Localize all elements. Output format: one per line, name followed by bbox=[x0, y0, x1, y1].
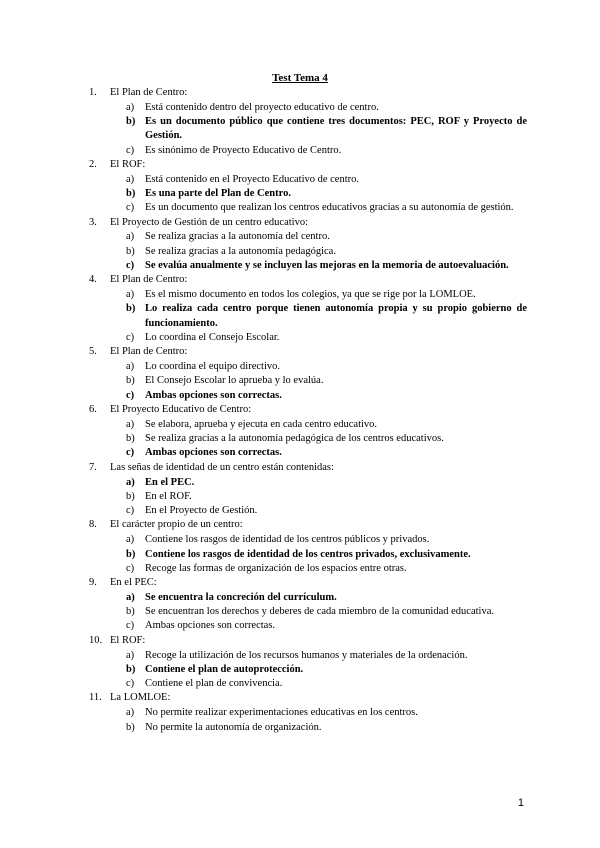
option-letter: c) bbox=[126, 144, 135, 156]
question-text: Las señas de identidad de un centro están contenidas: bbox=[110, 461, 334, 473]
option-text: Se realiza gracias a la autonomía pedagógica. bbox=[145, 245, 336, 257]
question-stem bbox=[0, 518, 600, 533]
option-text: No permite realizar experimentaciones educativas en los centros. bbox=[145, 707, 418, 719]
answer-option-correct bbox=[0, 591, 600, 605]
option-text: Es el mismo documento en todos los colegios, ya que se rige por la LOMLOE. bbox=[145, 289, 476, 301]
option-letter: c) bbox=[126, 505, 135, 517]
option-letter: a) bbox=[126, 649, 135, 661]
option-letter: c) bbox=[126, 332, 135, 344]
answer-option-correct bbox=[0, 302, 600, 331]
question-number: 11. bbox=[89, 692, 102, 704]
option-letter: a) bbox=[126, 101, 135, 113]
question-stem bbox=[0, 576, 600, 591]
answer-option bbox=[0, 605, 600, 619]
answer-option bbox=[0, 173, 600, 187]
page-number: 1 bbox=[517, 797, 524, 809]
question-item bbox=[0, 158, 600, 216]
option-text: Recoge la utilización de los recursos humanos y materiales de la ordenación. bbox=[145, 649, 468, 661]
option-text: Está contenido en el Proyecto Educativo de centro. bbox=[145, 173, 360, 185]
option-text: Contiene el plan de autoprotección. bbox=[145, 663, 304, 675]
option-text: En el Proyecto de Gestión. bbox=[145, 505, 258, 517]
option-text: Lo coordina el Consejo Escolar. bbox=[145, 332, 280, 344]
page-title: Test Tema 4 bbox=[272, 72, 328, 84]
question-number: 8. bbox=[89, 519, 97, 531]
answer-option bbox=[0, 562, 600, 576]
option-letter: a) bbox=[126, 591, 135, 603]
answer-option-correct bbox=[0, 389, 600, 403]
option-letter: a) bbox=[126, 418, 135, 430]
option-text: No permite la autonomía de organización. bbox=[145, 721, 322, 733]
option-letter: b) bbox=[126, 116, 136, 128]
answer-option-correct bbox=[0, 187, 600, 201]
question-item bbox=[0, 273, 600, 345]
question-text: El Plan de Centro: bbox=[110, 87, 188, 98]
answer-option bbox=[0, 360, 600, 374]
option-letter: c) bbox=[126, 389, 135, 401]
option-letter: a) bbox=[126, 289, 135, 301]
question-number: 4. bbox=[89, 274, 97, 286]
answer-option bbox=[0, 619, 600, 633]
option-letter: a) bbox=[126, 476, 135, 488]
option-text: Lo realiza cada centro porque tienen autonomía propia y su propio gobierno de funcionamiento. bbox=[145, 303, 527, 329]
question-stem bbox=[0, 158, 600, 173]
answer-option bbox=[0, 230, 600, 244]
option-letter: b) bbox=[126, 490, 135, 502]
option-letter: a) bbox=[126, 173, 135, 185]
question-number: 6. bbox=[89, 404, 97, 416]
option-text: Contiene el plan de convivencia. bbox=[145, 678, 283, 690]
option-text: Es un documento público que contiene tres documentos: PEC, ROF y Proyecto de Gestión. bbox=[145, 116, 527, 142]
option-text: En el ROF. bbox=[145, 490, 192, 502]
question-item bbox=[0, 216, 600, 274]
answer-option bbox=[0, 432, 600, 446]
question-stem bbox=[0, 216, 600, 231]
question-text: La LOMLOE: bbox=[110, 692, 171, 704]
answer-option bbox=[0, 677, 600, 691]
option-letter: a) bbox=[126, 707, 135, 719]
question-number: 9. bbox=[89, 577, 97, 589]
answer-option bbox=[0, 533, 600, 547]
option-text: Se encuentra la concreción del currículum. bbox=[145, 591, 337, 603]
option-text: Se encuentran los derechos y deberes de cada miembro de la comunidad educativa. bbox=[145, 606, 494, 618]
question-item bbox=[0, 634, 600, 692]
question-text: En el PEC: bbox=[110, 577, 157, 589]
option-text: Se elabora, aprueba y ejecuta en cada centro educativo. bbox=[145, 418, 378, 430]
answer-option bbox=[0, 706, 600, 720]
answer-option-correct bbox=[0, 476, 600, 490]
option-letter: c) bbox=[126, 678, 135, 690]
question-item bbox=[0, 518, 600, 576]
question-stem bbox=[0, 403, 600, 418]
option-text: En el PEC. bbox=[145, 476, 195, 488]
option-letter: b) bbox=[126, 606, 135, 618]
question-stem bbox=[0, 86, 600, 101]
question-stem bbox=[0, 691, 600, 706]
option-text: Contiene los rasgos de identidad de los centros públicos y privados. bbox=[145, 534, 430, 546]
option-text: Ambas opciones son correctas. bbox=[145, 447, 282, 459]
option-text: Es un documento que realizan los centros educativos gracias a su autonomía de gestión. bbox=[145, 202, 514, 214]
answer-option bbox=[0, 504, 600, 518]
question-list bbox=[0, 86, 600, 735]
question-text: El Proyecto Educativo de Centro: bbox=[110, 404, 252, 416]
option-letter: b) bbox=[126, 188, 136, 200]
option-text: Lo coordina el equipo directivo. bbox=[145, 361, 280, 373]
option-text: Se evalúa anualmente y se incluyen las mejoras en la memoria de autoevaluación. bbox=[145, 260, 509, 272]
option-text: Ambas opciones son correctas. bbox=[145, 620, 276, 632]
answer-option bbox=[0, 201, 600, 215]
option-letter: c) bbox=[126, 260, 135, 272]
question-text: El Plan de Centro: bbox=[110, 274, 188, 286]
question-stem bbox=[0, 461, 600, 476]
option-letter: b) bbox=[126, 375, 135, 387]
question-stem bbox=[0, 273, 600, 288]
option-text: Ambas opciones son correctas. bbox=[145, 389, 282, 401]
question-item bbox=[0, 345, 600, 403]
option-letter: b) bbox=[126, 303, 136, 315]
option-letter: b) bbox=[126, 433, 135, 445]
option-letter: a) bbox=[126, 361, 135, 373]
answer-option-correct bbox=[0, 259, 600, 273]
answer-option bbox=[0, 101, 600, 115]
option-letter: c) bbox=[126, 202, 135, 214]
option-letter: c) bbox=[126, 562, 135, 574]
answer-option bbox=[0, 374, 600, 388]
answer-option bbox=[0, 144, 600, 158]
question-number: 2. bbox=[89, 158, 97, 170]
question-number: 1. bbox=[89, 87, 97, 98]
answer-option bbox=[0, 418, 600, 432]
question-text: El Plan de Centro: bbox=[110, 346, 188, 358]
question-text: El ROF: bbox=[110, 158, 146, 170]
option-letter: a) bbox=[126, 231, 135, 243]
answer-option-correct bbox=[0, 446, 600, 460]
option-letter: b) bbox=[126, 663, 136, 675]
question-number: 7. bbox=[89, 461, 97, 473]
question-text: El carácter propio de un centro: bbox=[110, 519, 243, 531]
answer-option-correct bbox=[0, 548, 600, 562]
question-number: 5. bbox=[89, 346, 97, 358]
question-stem bbox=[0, 345, 600, 360]
question-item bbox=[0, 86, 600, 158]
option-letter: b) bbox=[126, 245, 135, 257]
option-text: Es una parte del Plan de Centro. bbox=[145, 188, 291, 200]
question-item bbox=[0, 691, 600, 734]
answer-option bbox=[0, 649, 600, 663]
option-text: Se realiza gracias a la autonomía pedagógica de los centros educativos. bbox=[145, 433, 444, 445]
option-letter: c) bbox=[126, 620, 135, 632]
question-number: 3. bbox=[89, 216, 97, 228]
option-text: Recoge las formas de organización de los espacios entre otras. bbox=[145, 562, 407, 574]
answer-option-correct bbox=[0, 663, 600, 677]
option-letter: c) bbox=[126, 447, 135, 459]
question-text: El ROF: bbox=[110, 634, 146, 646]
option-text: Contiene los rasgos de identidad de los centros privados, exclusivamente. bbox=[145, 548, 471, 560]
option-text: Está contenido dentro del proyecto educativo de centro. bbox=[145, 101, 379, 113]
question-text: El Proyecto de Gestión de un centro educativo: bbox=[110, 216, 308, 228]
option-text: El Consejo Escolar lo aprueba y lo evalúa. bbox=[145, 375, 324, 387]
question-item bbox=[0, 403, 600, 461]
option-letter: a) bbox=[126, 534, 135, 546]
option-text: Es sinónimo de Proyecto Educativo de Centro. bbox=[145, 144, 342, 156]
answer-option bbox=[0, 245, 600, 259]
answer-option bbox=[0, 490, 600, 504]
option-text: Se realiza gracias a la autonomía del centro. bbox=[145, 231, 330, 243]
question-stem bbox=[0, 634, 600, 649]
answer-option bbox=[0, 721, 600, 735]
option-letter: b) bbox=[126, 721, 135, 733]
answer-option-correct bbox=[0, 115, 600, 144]
option-letter: b) bbox=[126, 548, 136, 560]
answer-option bbox=[0, 331, 600, 345]
answer-option bbox=[0, 288, 600, 302]
question-item bbox=[0, 576, 600, 634]
question-item bbox=[0, 461, 600, 519]
question-number: 10. bbox=[89, 634, 103, 646]
